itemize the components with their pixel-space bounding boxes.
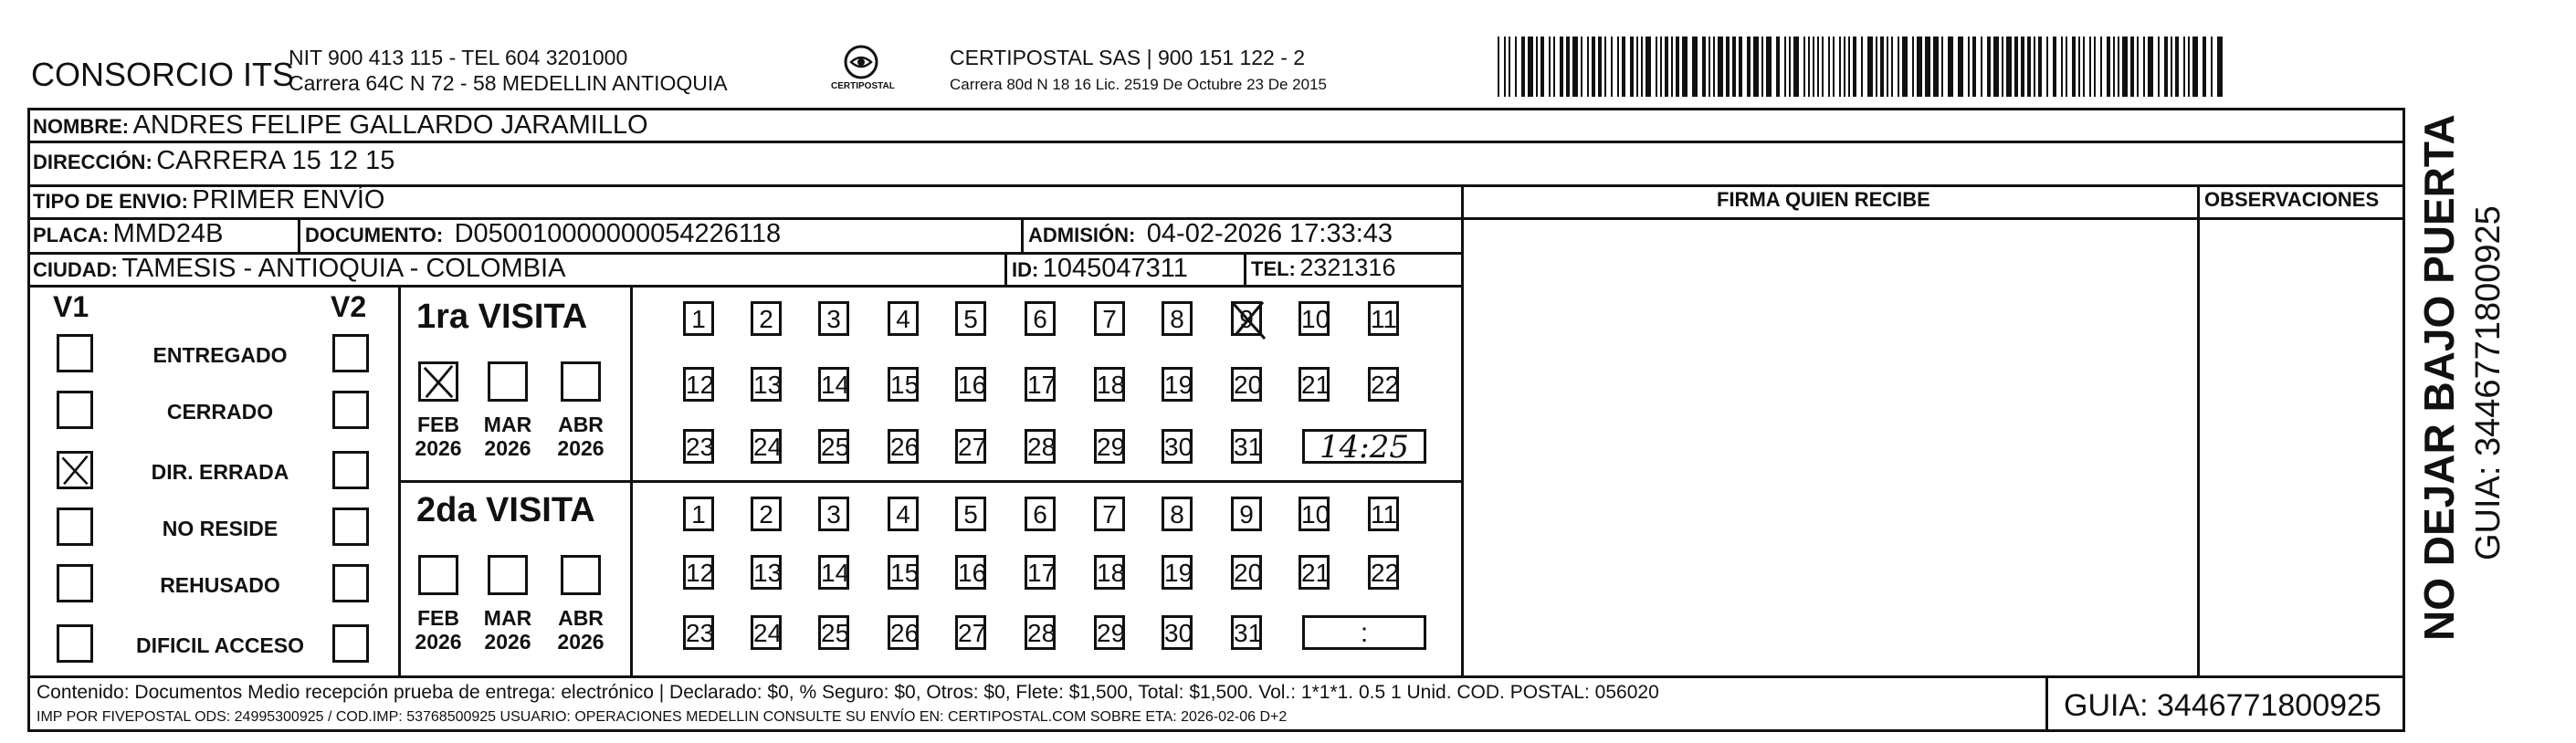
barcode-bar: [1732, 37, 1736, 97]
barcode-bar: [2021, 37, 2024, 97]
barcode-bar: [1611, 37, 1613, 97]
barcode-bar: [2061, 37, 2063, 97]
nombre-row: [33, 112, 648, 139]
barcode-bar: [1839, 37, 1841, 97]
barcode-bar: [2188, 37, 2190, 97]
v2-checkbox[interactable]: [332, 334, 369, 372]
barcode-bar: [2053, 37, 2056, 97]
barcode-bar: [1660, 37, 1662, 97]
day-cell[interactable]: 4: [888, 301, 919, 336]
documento-label: DOCUMENTO:: [305, 224, 444, 246]
month-label: [480, 606, 535, 654]
day-cell[interactable]: 8: [1162, 497, 1193, 531]
status-label: NO RESIDE: [162, 517, 279, 540]
day-cell[interactable]: 25: [818, 615, 849, 650]
barcode-bar: [1803, 37, 1805, 97]
imp-line: IMP POR FIVEPOSTAL ODS: 24995300925 / COD.IMP: 53768500925 USUARIO: OPERACIONES MEDELLIN CONSULTE SU ENVÍO EN: CERTIPOSTAL.COM SOBRE ETA: 2026-02-06 D+2: [37, 709, 1288, 725]
guia-footer: GUIA: 3446771800925: [2064, 688, 2381, 723]
ciudad-row: [33, 256, 565, 282]
barcode-bar: [2100, 37, 2102, 97]
placa-value: MMD24B: [112, 219, 224, 248]
id-value: 1045047311: [1042, 254, 1188, 283]
barcode-bar: [1833, 37, 1835, 97]
direccion-value: CARRERA 15 12 15: [156, 146, 395, 175]
v2-header: V2: [331, 290, 367, 323]
day-cell[interactable]: 12: [683, 555, 714, 590]
day-cell[interactable]: 2: [751, 497, 782, 531]
barcode-bar: [1682, 37, 1688, 97]
month-name: MAR: [483, 413, 532, 436]
barcode-bar: [1912, 37, 1914, 97]
status-label: DIFICIL ACCESO: [135, 633, 304, 657]
month-name: ABR: [558, 413, 604, 436]
direccion-label: DIRECCIÓN:: [33, 151, 152, 173]
barcode-bar: [1702, 37, 1706, 97]
v2-checkbox[interactable]: [332, 624, 369, 663]
barcode-bar: [1636, 37, 1638, 97]
day-cell[interactable]: 2: [751, 301, 782, 336]
company-nit: NIT 900 413 115 - TEL 604 3201000: [289, 46, 628, 69]
barcode-bar: [1941, 37, 1943, 97]
tel-label: TEL:: [1251, 257, 1296, 280]
day-cell[interactable]: 15: [888, 367, 919, 402]
barcode-bar: [1515, 37, 1517, 97]
certipostal-logo: [829, 42, 893, 102]
barcode-bar: [1566, 37, 1570, 97]
barcode-bar: [1540, 37, 1544, 97]
barcode-bar: [2034, 37, 2035, 97]
v2-checkbox[interactable]: [332, 451, 369, 489]
tel-row: [1251, 256, 1395, 280]
day-cell[interactable]: 5: [955, 497, 986, 531]
barcode-bar: [1671, 37, 1673, 97]
barcode-bar: [1828, 37, 1830, 97]
day-cell[interactable]: 31: [1231, 615, 1262, 650]
status-label: CERRADO: [166, 400, 274, 424]
barcode-bar: [1581, 37, 1582, 97]
barcode-bar: [1713, 37, 1715, 97]
barcode-bar: [1891, 37, 1893, 97]
day-cell[interactable]: 28: [1025, 615, 1056, 650]
barcode-bar: [1645, 37, 1651, 97]
barcode-bar: [1822, 37, 1824, 97]
day-cross-mark: [1228, 298, 1270, 342]
barcode-bar: [1887, 37, 1888, 97]
barcode-bar: [1867, 37, 1873, 97]
tel-value: 2321316: [1299, 254, 1396, 281]
v1-checkbox[interactable]: [57, 334, 93, 372]
day-cell[interactable]: 9: [1231, 497, 1262, 531]
barcode-bar: [1718, 37, 1723, 97]
barcode-bar: [1813, 37, 1814, 97]
day-cell[interactable]: 16: [955, 367, 986, 402]
barcode-bar: [2002, 37, 2003, 97]
v1-checkbox[interactable]: [57, 391, 93, 429]
barcode-bar: [2137, 37, 2139, 97]
barcode-bar: [1665, 37, 1668, 97]
barcode-bar: [1656, 37, 1657, 97]
barcode-bar: [1972, 37, 1976, 97]
day-cell[interactable]: 26: [888, 615, 919, 650]
barcode-bar: [1521, 37, 1525, 97]
day-cell[interactable]: 20: [1231, 367, 1262, 402]
month-checkbox[interactable]: [418, 361, 458, 402]
barcode-bar: [2014, 37, 2018, 97]
barcode-bar: [1853, 37, 1856, 97]
v2-checkbox[interactable]: [332, 508, 369, 546]
barcode-bar: [1604, 37, 1606, 97]
barcode-bar: [2006, 37, 2012, 97]
barcode-bar: [2130, 37, 2134, 97]
barcode-bar: [1592, 37, 1595, 97]
barcode-bar: [1776, 37, 1780, 97]
barcode-bar: [1917, 37, 1922, 97]
barcode-bar: [1709, 37, 1710, 97]
barcode-bar: [1793, 37, 1799, 97]
day-cell[interactable]: 29: [1094, 429, 1125, 464]
day-cell[interactable]: 22: [1368, 367, 1399, 402]
certipostal-info: CERTIPOSTAL SAS | 900 151 122 - 2: [950, 46, 1306, 69]
barcode-bar: [1933, 37, 1939, 97]
day-cell[interactable]: 25: [818, 429, 849, 464]
barcode-bar: [1948, 37, 1953, 97]
barcode-bar: [1925, 37, 1930, 97]
barcode-bar: [2113, 37, 2115, 97]
day-cell[interactable]: 29: [1094, 615, 1125, 650]
day-cell[interactable]: 17: [1025, 367, 1056, 402]
day-cell[interactable]: 11: [1368, 301, 1399, 336]
month-year: 2026: [415, 436, 462, 461]
barcode-bar: [1848, 37, 1850, 97]
barcode-bar: [1630, 37, 1634, 97]
day-cell[interactable]: 21: [1299, 367, 1330, 402]
day-cell[interactable]: 7: [1094, 497, 1125, 531]
barcode-bar: [2183, 37, 2185, 97]
day-cell[interactable]: 6: [1025, 301, 1056, 336]
firma-header: FIRMA QUIEN RECIBE: [1717, 188, 1930, 211]
day-cell[interactable]: 13: [751, 367, 782, 402]
admision-label: ADMISIÓN:: [1028, 224, 1136, 246]
barcode-bar: [1747, 37, 1751, 97]
barcode-bar: [1861, 37, 1863, 97]
barcode-bar: [2094, 37, 2096, 97]
barcode-bar: [1766, 37, 1772, 97]
day-cell[interactable]: 1: [683, 301, 714, 336]
day-cell[interactable]: 18: [1094, 367, 1125, 402]
status-label: DIR. ERRADA: [151, 460, 289, 484]
time-box[interactable]: 14:25: [1302, 429, 1426, 464]
barcode-bar: [1993, 37, 1999, 97]
day-cell[interactable]: 5: [955, 301, 986, 336]
barcode-bar: [1692, 37, 1698, 97]
barcode-bar: [1553, 37, 1555, 97]
side-guia: GUIA: 3446771800925: [2469, 205, 2508, 560]
barcode-bar: [1958, 37, 1963, 97]
day-cell[interactable]: 13: [751, 555, 782, 590]
day-cell[interactable]: 10: [1299, 497, 1330, 531]
barcode-bar: [1622, 37, 1625, 97]
visit2-title: 2da VISITA: [416, 491, 595, 529]
barcode-bar: [1587, 37, 1589, 97]
time-box[interactable]: :: [1302, 615, 1426, 650]
day-cell[interactable]: 27: [955, 429, 986, 464]
month-name: FEB: [417, 606, 459, 630]
month-name: FEB: [417, 413, 459, 436]
barcode-bar: [2027, 37, 2031, 97]
status-label: ENTREGADO: [152, 343, 288, 367]
barcode-bar: [1509, 37, 1510, 97]
observaciones-header: OBSERVACIONES: [2204, 188, 2380, 211]
tipo-label: TIPO DE ENVIO:: [33, 190, 188, 213]
admision-value: 04-02-2026 17:33:43: [1146, 219, 1393, 248]
month-checkbox[interactable]: [418, 555, 458, 595]
v1-checkbox[interactable]: [57, 451, 93, 489]
month-label: [480, 413, 535, 461]
day-cell[interactable]: 28: [1025, 429, 1056, 464]
barcode-bar: [2143, 37, 2145, 97]
company-address: Carrera 64C N 72 - 58 MEDELLIN ANTIOQUIA: [289, 71, 728, 95]
barcode-bar: [2171, 37, 2172, 97]
documento-value: D050010000000054226118: [454, 219, 782, 248]
day-cell[interactable]: 9: [1231, 301, 1262, 336]
barcode-bar: [2192, 37, 2198, 97]
id-row: [1012, 256, 1188, 282]
month-year: 2026: [484, 630, 531, 654]
day-cell[interactable]: 20: [1231, 555, 1262, 590]
day-cell[interactable]: 23: [683, 429, 714, 464]
day-cell[interactable]: 14: [818, 555, 849, 590]
barcode-bar: [2046, 37, 2048, 97]
day-cell[interactable]: 10: [1299, 301, 1330, 336]
barcode-bar: [2175, 37, 2179, 97]
barcode-bar: [1536, 37, 1538, 97]
month-year: 2026: [484, 436, 531, 461]
barcode-bar: [1549, 37, 1551, 97]
barcode-bar: [2066, 37, 2067, 97]
barcode-bar: [1528, 37, 1533, 97]
v2-checkbox[interactable]: [332, 564, 369, 602]
day-cell[interactable]: 11: [1368, 497, 1399, 531]
contenido-line: Contenido: Documentos Medio recepción prueba de entrega: electrónico | Declarado: $0, % Seguro: $0, Otros: $0, Flete: $1,500, Total: $1,500. Vol.: 1*1*1. 0.5 1 Unid. COD. POSTAL: 056020: [37, 682, 1659, 703]
barcode-bar: [1739, 37, 1742, 97]
v1-checkbox[interactable]: [57, 564, 93, 602]
placa-label: PLACA:: [33, 224, 110, 246]
barcode-bar: [1761, 37, 1763, 97]
tipo-row: [33, 187, 384, 214]
day-cell[interactable]: 1: [683, 497, 714, 531]
barcode-bar: [1817, 37, 1819, 97]
barcode-bar: [2078, 37, 2080, 97]
month-year: 2026: [557, 630, 605, 654]
month-checkbox[interactable]: [561, 361, 601, 402]
barcode-bar: [1898, 37, 1899, 97]
v2-checkbox[interactable]: [332, 391, 369, 429]
month-checkbox[interactable]: [561, 555, 601, 595]
logo-text: CERTIPOSTAL: [831, 81, 895, 91]
status-label: REHUSADO: [160, 573, 280, 597]
company-name: CONSORCIO ITS: [31, 56, 295, 93]
barcode-bar: [2072, 37, 2076, 97]
ciudad-value: TAMESIS - ANTIOQUIA - COLOMBIA: [121, 254, 566, 283]
placa-row: [33, 221, 223, 247]
barcode-bar: [1726, 37, 1730, 97]
day-cell[interactable]: 3: [818, 301, 849, 336]
day-cell[interactable]: 3: [818, 497, 849, 531]
day-cell[interactable]: 31: [1231, 429, 1262, 464]
month-year: 2026: [415, 630, 462, 654]
barcode-bar: [1789, 37, 1791, 97]
month-checkbox[interactable]: [488, 555, 528, 595]
barcode-bar: [2122, 37, 2128, 97]
day-cell[interactable]: 24: [751, 429, 782, 464]
direccion-row: [33, 148, 394, 174]
barcode-bar: [1572, 37, 1578, 97]
nombre-value: ANDRES FELIPE GALLARDO JARAMILLO: [132, 110, 648, 140]
barcode-bar: [1981, 37, 1982, 97]
nombre-label: NOMBRE:: [33, 115, 130, 138]
day-cell[interactable]: 8: [1162, 301, 1193, 336]
v1-checkbox[interactable]: [57, 624, 93, 663]
barcode-bar: [2118, 37, 2119, 97]
v1-header: V1: [53, 290, 89, 323]
barcode-bar: [1876, 37, 1877, 97]
certipostal-license: Carrera 80d N 18 16 Lic. 2519 De Octubre 23 De 2015: [950, 76, 1327, 93]
visit1-title: 1ra VISITA: [416, 298, 588, 336]
day-cell[interactable]: 21: [1299, 555, 1330, 590]
barcode-bar: [2211, 37, 2213, 97]
tipo-value: PRIMER ENVÍO: [192, 185, 385, 215]
barcode: [1498, 37, 2228, 97]
day-cell[interactable]: 26: [888, 429, 919, 464]
day-cell[interactable]: 17: [1025, 555, 1056, 590]
month-name: ABR: [558, 606, 604, 630]
barcode-bar: [2089, 37, 2091, 97]
day-cell[interactable]: 27: [955, 615, 986, 650]
barcode-bar: [1968, 37, 1970, 97]
month-label: [411, 606, 466, 654]
barcode-bar: [2148, 37, 2153, 97]
day-cell[interactable]: 15: [888, 555, 919, 590]
barcode-bar: [2083, 37, 2085, 97]
id-label: ID:: [1012, 258, 1039, 281]
barcode-bar: [2217, 37, 2223, 97]
month-label: [553, 606, 608, 654]
barcode-bar: [1498, 37, 1499, 97]
day-cell[interactable]: 14: [818, 367, 849, 402]
day-cell[interactable]: 24: [751, 615, 782, 650]
barcode-bar: [1784, 37, 1786, 97]
day-cell[interactable]: 19: [1162, 555, 1193, 590]
barcode-bar: [2158, 37, 2160, 97]
ciudad-label: CIUDAD:: [33, 258, 118, 281]
month-year: 2026: [557, 436, 605, 461]
day-cell[interactable]: 18: [1094, 555, 1125, 590]
day-cell[interactable]: 30: [1162, 615, 1193, 650]
no-dejar-bajo-puerta: NO DEJAR BAJO PUERTA: [2415, 114, 2463, 641]
month-checkbox[interactable]: [488, 361, 528, 402]
month-name: MAR: [483, 606, 532, 630]
barcode-bar: [1753, 37, 1759, 97]
barcode-bar: [2038, 37, 2042, 97]
day-cell[interactable]: 6: [1025, 497, 1056, 531]
barcode-bar: [1880, 37, 1884, 97]
barcode-bar: [1617, 37, 1619, 97]
barcode-bar: [1808, 37, 1810, 97]
barcode-bar: [1987, 37, 1991, 97]
barcode-bar: [1902, 37, 1908, 97]
day-cell[interactable]: 12: [683, 367, 714, 402]
day-cell[interactable]: 23: [683, 615, 714, 650]
month-label: [553, 413, 608, 461]
barcode-bar: [1676, 37, 1679, 97]
day-cell[interactable]: 7: [1094, 301, 1125, 336]
day-cell[interactable]: 30: [1162, 429, 1193, 464]
day-cell[interactable]: 22: [1368, 555, 1399, 590]
v1-checkbox[interactable]: [57, 508, 93, 546]
barcode-bar: [2107, 37, 2110, 97]
month-label: [411, 413, 466, 461]
barcode-bar: [2164, 37, 2168, 97]
barcode-bar: [1504, 37, 1506, 97]
barcode-bar: [1598, 37, 1602, 97]
documento-row: [305, 221, 781, 247]
day-cell[interactable]: 19: [1162, 367, 1193, 402]
barcode-bar: [1641, 37, 1643, 97]
admision-row: [1028, 221, 1393, 247]
barcode-bar: [1844, 37, 1845, 97]
day-cell[interactable]: 16: [955, 555, 986, 590]
barcode-bar: [2203, 37, 2206, 97]
day-cell[interactable]: 4: [888, 497, 919, 531]
barcode-bar: [1560, 37, 1563, 97]
